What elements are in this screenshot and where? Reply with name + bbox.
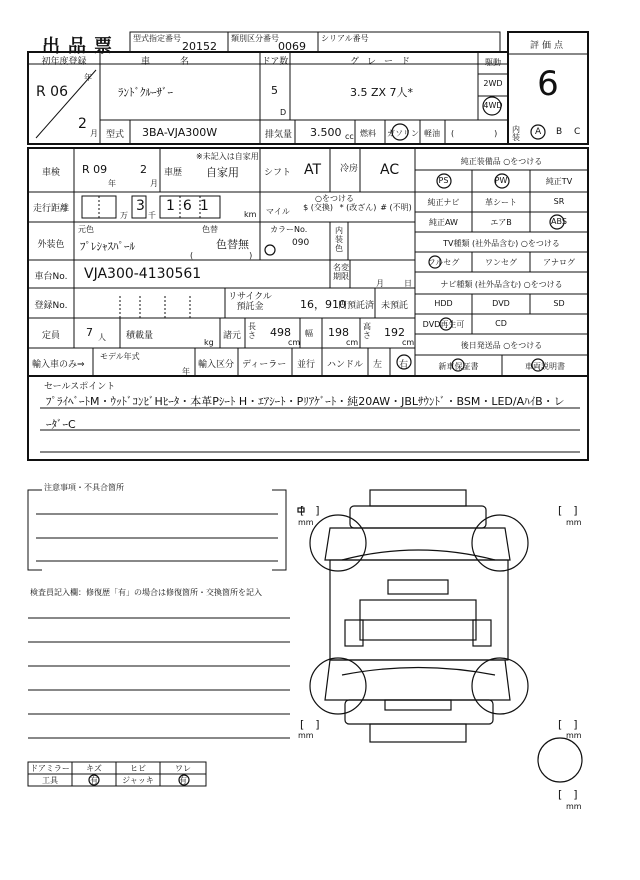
drive-2wd: 2WD bbox=[483, 79, 503, 88]
interior-b: B bbox=[556, 127, 563, 137]
equip-analog: アナログ bbox=[543, 258, 575, 267]
model-label: 型式 bbox=[106, 130, 125, 140]
mileage-man-unit: 万 bbox=[120, 211, 128, 220]
equip-navi-title: ナビ種類 (社外品含む) ○をつける bbox=[440, 280, 563, 289]
height-value: 192 bbox=[384, 326, 405, 339]
drive-4wd: 4WD bbox=[483, 101, 503, 110]
capacity-unit: 人 bbox=[98, 333, 106, 342]
inspection-month-unit: 月 bbox=[150, 179, 158, 188]
load-unit: kg bbox=[204, 338, 214, 347]
equip-new-car-cert: 新車保証書 bbox=[438, 362, 479, 371]
bracket-fr: [ ] bbox=[558, 504, 578, 517]
inspection-year-unit: 年 bbox=[108, 179, 116, 188]
length-value: 498 bbox=[270, 326, 291, 339]
displacement-value: 3.500 bbox=[310, 126, 342, 139]
equip-tv-title: TV種類 (社外品含む) ○をつける bbox=[443, 239, 560, 248]
inspector-label: 検査員記入欄：修復歴「有」の場合は修復箇所・交換箇所を記入 bbox=[30, 588, 262, 597]
reg-year-unit: 年 bbox=[84, 73, 92, 82]
mileage-label: 走行距離 bbox=[32, 204, 69, 214]
acc-crack: ヒビ bbox=[130, 764, 146, 773]
model-year-unit: 年 bbox=[182, 367, 190, 376]
sheet-title: 出品票 bbox=[42, 36, 120, 57]
mileage-km: km bbox=[244, 210, 257, 219]
length-label: 長さ bbox=[248, 322, 256, 340]
repaint-bracket: ( ) bbox=[190, 251, 253, 260]
repaint-value: 色替無 bbox=[216, 238, 249, 251]
name-change-month: 月 bbox=[376, 279, 384, 288]
acc-jack-has: 有 bbox=[179, 776, 187, 785]
name-change-label: 名変期限 bbox=[333, 263, 349, 281]
mileage-mile: マイル bbox=[266, 207, 290, 216]
capacity-value: 7 bbox=[86, 326, 93, 339]
grade-label: グレード bbox=[349, 57, 418, 67]
recycle-unpaid: 未預託 bbox=[381, 301, 409, 311]
fuel-label: 燃料 bbox=[360, 129, 376, 138]
equip-oneseg: ワンセグ bbox=[485, 258, 517, 267]
car-name: ﾗﾝﾄﾞｸﾙｰｻﾞｰ bbox=[118, 86, 173, 99]
drive-label: 駆動 bbox=[485, 58, 501, 67]
ac-label: 冷房 bbox=[340, 164, 359, 174]
mileage-swap: $ (交換) bbox=[303, 203, 333, 212]
shift-value: AT bbox=[304, 162, 322, 178]
inspection-month: 2 bbox=[140, 163, 147, 176]
bracket-rr: [ ] bbox=[558, 718, 578, 731]
equip-tv: 純正TV bbox=[545, 177, 573, 186]
grade-value: 3.5 ZX 7人* bbox=[350, 86, 414, 99]
cc-unit: cc bbox=[345, 132, 354, 141]
inspection-label: 車検 bbox=[41, 168, 60, 178]
model-year-label: モデル年式 bbox=[100, 352, 140, 361]
mm-rl: mm bbox=[298, 731, 314, 740]
fuel-bracket: ( ) bbox=[451, 129, 498, 138]
doors-suffix: D bbox=[280, 108, 287, 117]
fuel-gasoline: ガソリン bbox=[387, 129, 419, 138]
mileage-unknown: # (不明) bbox=[380, 203, 412, 212]
capacity-label: 定員 bbox=[41, 331, 60, 341]
interior-color-label: 内装色 bbox=[335, 226, 343, 253]
load-label: 積載量 bbox=[126, 331, 154, 341]
color-no-value: 090 bbox=[292, 238, 310, 248]
fuel-light-oil: 軽油 bbox=[424, 129, 440, 138]
equip-hdd: HDD bbox=[434, 299, 453, 308]
handle-left: 左 bbox=[373, 360, 383, 370]
dims-label: 諸元 bbox=[223, 331, 242, 341]
equip-sr: SR bbox=[553, 197, 565, 206]
history-value: 自家用 bbox=[206, 166, 239, 179]
score-label: 評価点 bbox=[529, 41, 566, 51]
import-dealer: ディーラー bbox=[242, 360, 287, 370]
handle-label: ハンドル bbox=[327, 360, 364, 370]
mm-fl: mm bbox=[298, 518, 314, 527]
equip-oem-title: 純正装備品 ○をつける bbox=[460, 157, 543, 166]
mileage-mark-note: ○をつける bbox=[315, 194, 354, 203]
model-value: 3BA-VJA300W bbox=[142, 126, 218, 139]
bracket-spare: [ ] bbox=[558, 788, 578, 801]
equip-navi: 純正ナビ bbox=[427, 198, 460, 207]
acc-jack: ジャッキ bbox=[122, 776, 154, 785]
length-unit: cm bbox=[288, 338, 301, 347]
import-type-label: 輸入区分 bbox=[198, 360, 235, 370]
sales-line-1: ﾌﾟﾗｲﾍﾞｰﾄM・ｳｯﾄﾞｺﾝﾋﾞHﾋｰﾀ・本革Pｼｰﾄ H・ｴｱｼｰﾄ・Pﾘｱｹﾞｰﾄ・純20AW・JBLｻｳﾝﾄﾞ・BSM・LED/AﾊｲB・レ bbox=[46, 395, 565, 408]
color-label: 外装色 bbox=[37, 240, 65, 250]
height-unit: cm bbox=[402, 338, 415, 347]
chassis-label: 車台No. bbox=[34, 272, 68, 282]
equip-fullseg: フルセグ bbox=[427, 258, 460, 267]
acc-scratch: キズ bbox=[86, 764, 102, 773]
mileage-tampered: * (改ざん) bbox=[339, 203, 377, 212]
interior-c: C bbox=[574, 127, 581, 137]
shift-label: シフト bbox=[264, 168, 292, 178]
orig-color-value: ﾌﾟﾚｼｬｽﾊﾟｰﾙ bbox=[80, 240, 135, 253]
first-reg-label: 初年度登録 bbox=[41, 57, 87, 67]
equip-ps: PS bbox=[438, 176, 449, 185]
equip-abs: ABS bbox=[551, 217, 567, 226]
caution-label: 注意事項・不具合箇所 bbox=[44, 483, 124, 492]
interior-a: A bbox=[535, 127, 542, 137]
score-value: 6 bbox=[537, 64, 559, 104]
repaint-label: 色替 bbox=[202, 225, 218, 234]
serial-label: シリアル番号 bbox=[321, 34, 369, 43]
sales-line-2: ｰﾀﾞｰC bbox=[46, 418, 76, 431]
doors-value: 5 bbox=[271, 84, 278, 97]
mm-fr: mm bbox=[566, 518, 582, 527]
history-label: 車歴 bbox=[164, 168, 183, 178]
acc-tools: 工具 bbox=[42, 776, 58, 785]
equip-cd: CD bbox=[495, 319, 507, 328]
type-no-label: 型式指定番号 bbox=[133, 34, 181, 43]
width-value: 198 bbox=[328, 326, 349, 339]
bracket-fl: [ ] bbox=[300, 504, 320, 517]
mileage-rest-value: 161 bbox=[166, 198, 217, 214]
class-no-value: 0069 bbox=[278, 40, 306, 53]
name-change-day: 日 bbox=[404, 279, 412, 288]
inspection-year: R 09 bbox=[82, 163, 108, 176]
equip-airbag: エアB bbox=[490, 218, 512, 227]
mileage-man-value: 3 bbox=[136, 198, 145, 214]
doors-label: ドア数 bbox=[261, 57, 289, 67]
reg-no-label: 登録No. bbox=[34, 301, 68, 311]
recycle-label: リサイクル預託金 bbox=[228, 292, 272, 312]
orig-color-label: 元色 bbox=[78, 225, 94, 234]
equip-later-title: 後日発送品 ○をつける bbox=[460, 341, 543, 350]
width-label: 幅 bbox=[305, 329, 313, 338]
mm-spare: mm bbox=[566, 802, 582, 811]
color-no-label: カラーNo. bbox=[270, 225, 308, 234]
equip-dvd-play: DVD再生可 bbox=[422, 320, 465, 329]
history-note: ※未記入は自家用 bbox=[196, 152, 259, 161]
sales-label: セールスポイント bbox=[44, 382, 116, 392]
car-name-label: 車名 bbox=[140, 57, 219, 67]
equip-dvd: DVD bbox=[492, 299, 510, 308]
equip-manual: 車両説明書 bbox=[525, 362, 565, 371]
mm-rr: mm bbox=[566, 731, 582, 740]
width-unit: cm bbox=[346, 338, 359, 347]
recycle-unit: 円預託済 bbox=[338, 301, 375, 311]
reg-month: 2 bbox=[78, 116, 87, 132]
displacement-label: 排気量 bbox=[265, 130, 293, 140]
acc-door-mirror: ドアミラー bbox=[30, 764, 70, 773]
type-no-value: 20152 bbox=[182, 40, 217, 53]
acc-break: ワレ bbox=[175, 764, 191, 773]
ac-value: AC bbox=[380, 162, 400, 178]
reg-month-unit: 月 bbox=[90, 129, 98, 138]
reg-year: R 06 bbox=[36, 84, 68, 100]
chassis-value: VJA300-4130561 bbox=[84, 266, 202, 282]
height-label: 高さ bbox=[363, 322, 371, 340]
import-parallel: 並行 bbox=[297, 360, 316, 370]
equip-leather: 革シート bbox=[485, 198, 517, 207]
handle-right: 右 bbox=[399, 360, 409, 370]
recycle-value: 16，910 bbox=[300, 298, 346, 311]
import-label: 輸入車のみ⇒ bbox=[32, 360, 85, 370]
equip-pw: PW bbox=[494, 176, 508, 185]
acc-tools-has: 有 bbox=[90, 776, 98, 785]
class-no-label: 類別区分番号 bbox=[231, 34, 279, 43]
equip-aw: 純正AW bbox=[429, 218, 458, 227]
mileage-sen-unit: 千 bbox=[148, 211, 156, 220]
equip-sd: SD bbox=[553, 299, 565, 308]
bracket-rl: [ ] bbox=[300, 718, 320, 731]
interior-label: 内装 bbox=[512, 125, 520, 142]
